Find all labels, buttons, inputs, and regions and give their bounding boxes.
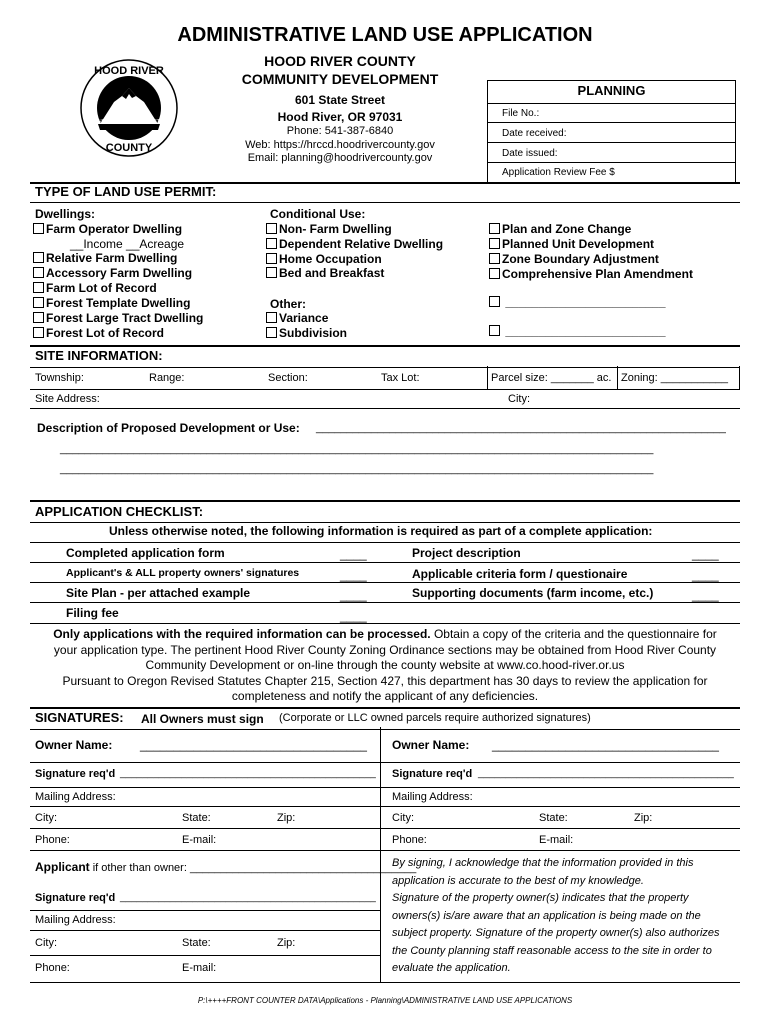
file-no-field[interactable]: File No.: bbox=[502, 108, 540, 119]
checklist-section-title: APPLICATION CHECKLIST: bbox=[35, 504, 204, 519]
owner-name-input-right[interactable]: __________________________________ bbox=[492, 738, 719, 752]
subdivision-checkbox[interactable]: Subdivision bbox=[266, 326, 347, 340]
checkbox-icon[interactable] bbox=[266, 327, 277, 338]
range-field[interactable]: Range: bbox=[149, 372, 185, 384]
farm-operator-checkbox[interactable]: Farm Operator Dwelling bbox=[33, 222, 182, 236]
state-right[interactable]: State: bbox=[539, 812, 568, 824]
checklist-blank[interactable]: ____ bbox=[692, 568, 719, 582]
checklist-blank[interactable]: ____ bbox=[340, 547, 367, 561]
state-left[interactable]: State: bbox=[182, 812, 211, 824]
checkbox-icon[interactable] bbox=[266, 267, 277, 278]
zip-left[interactable]: Zip: bbox=[277, 812, 296, 824]
checkbox-icon[interactable] bbox=[33, 252, 44, 263]
relative-farm-checkbox[interactable]: Relative Farm Dwelling bbox=[33, 251, 177, 265]
dependent-relative-checkbox[interactable]: Dependent Relative Dwelling bbox=[266, 237, 443, 251]
checklist-subtitle: Unless otherwise noted, the following information is required as part of a complete application: bbox=[109, 524, 653, 538]
checklist-item-form: Completed application form bbox=[66, 546, 225, 560]
comp-plan-checkbox[interactable]: Comprehensive Plan Amendment bbox=[489, 267, 693, 281]
accessory-farm-checkbox[interactable]: Accessory Farm Dwelling bbox=[33, 266, 192, 280]
phone-left[interactable]: Phone: bbox=[35, 834, 70, 846]
logo-top-text: HOOD RIVER bbox=[94, 65, 164, 77]
site-city-field[interactable]: City: bbox=[508, 393, 530, 405]
checklist-item-filing-fee: Filing fee bbox=[66, 606, 119, 620]
owner-name-label-left: Owner Name: bbox=[35, 738, 113, 752]
farm-lot-checkbox[interactable]: Farm Lot of Record bbox=[33, 281, 157, 295]
all-owners-text: All Owners must sign bbox=[141, 712, 264, 726]
applicant-city[interactable]: City: bbox=[35, 937, 57, 949]
zip-right[interactable]: Zip: bbox=[634, 812, 653, 824]
description-line-1[interactable]: ___________________________________________________________________ bbox=[316, 422, 726, 434]
checklist-item-signatures: Applicant's & ALL property owners' signatures bbox=[66, 567, 300, 579]
checklist-note: Only applications with the required information can be processed. Obtain a copy of the criteria and the questionnaire for your application type. The pertinent Hood River County Zoning Ordinance sections may be obtained from Hood River County Community Development or on-line through the county website at www.co.hood-river.or.us Pursuant to Oregon Revised Statutes Chapter 215, Section 427, this department has 30 days to review the application for completeness and notify the applicant of any deficiencies. bbox=[53, 627, 717, 703]
checklist-item-supporting: Supporting documents (farm income, etc.) bbox=[412, 586, 654, 600]
mailing-address-right[interactable]: Mailing Address: bbox=[392, 791, 473, 803]
email-right[interactable]: E-mail: bbox=[539, 834, 574, 846]
checkbox-icon[interactable] bbox=[266, 238, 277, 249]
corporate-note: (Corporate or LLC owned parcels require authorized signatures) bbox=[279, 712, 591, 724]
checkbox-icon[interactable] bbox=[33, 223, 44, 234]
site-address-field[interactable]: Site Address: bbox=[35, 393, 100, 405]
review-fee-field[interactable]: Application Review Fee $ bbox=[502, 167, 615, 178]
checkbox-icon[interactable] bbox=[489, 253, 500, 264]
footer-path: P:\++++FRONT COUNTER DATA\Applications - Planning\ADMINISTRATIVE LAND USE APPLICATIONS bbox=[197, 996, 573, 1005]
checkbox-icon[interactable] bbox=[489, 223, 500, 234]
mailing-address-left[interactable]: Mailing Address: bbox=[35, 791, 116, 803]
logo-bottom-text: COUNTY bbox=[105, 142, 153, 154]
dwellings-heading: Dwellings: bbox=[35, 207, 96, 221]
owner-name-label-right: Owner Name: bbox=[392, 738, 470, 752]
checklist-blank[interactable]: ____ bbox=[340, 568, 367, 582]
checkbox-icon[interactable] bbox=[33, 327, 44, 338]
plan-zone-checkbox[interactable]: Plan and Zone Change bbox=[489, 222, 631, 236]
department-name: COMMUNITY DEVELOPMENT bbox=[241, 71, 439, 87]
owner-name-input-left[interactable]: __________________________________ bbox=[140, 738, 367, 752]
signature-label-right: Signature req'd bbox=[392, 768, 473, 780]
page-title: ADMINISTRATIVE LAND USE APPLICATION bbox=[177, 24, 593, 46]
applicant-signature-label: Signature req'd bbox=[35, 892, 116, 904]
county-logo bbox=[78, 58, 180, 158]
checklist-item-project: Project description bbox=[412, 546, 521, 560]
checklist-item-site-plan: Site Plan - per attached example bbox=[66, 586, 251, 600]
planning-title: PLANNING bbox=[577, 83, 646, 98]
checklist-blank[interactable]: ____ bbox=[692, 588, 719, 602]
checkbox-icon[interactable] bbox=[33, 312, 44, 323]
income-acreage-text: __Income __Acreage bbox=[70, 237, 185, 251]
checkbox-icon[interactable] bbox=[33, 282, 44, 293]
forest-template-checkbox[interactable]: Forest Template Dwelling bbox=[33, 296, 190, 310]
permit-section-title: TYPE OF LAND USE PERMIT: bbox=[35, 184, 217, 199]
checkbox-icon[interactable] bbox=[33, 297, 44, 308]
email-left[interactable]: E-mail: bbox=[182, 834, 217, 846]
zone-boundary-checkbox[interactable]: Zone Boundary Adjustment bbox=[489, 252, 659, 266]
date-issued-field[interactable]: Date issued: bbox=[502, 148, 558, 159]
checklist-blank[interactable]: ____ bbox=[340, 588, 367, 602]
checkbox-icon[interactable] bbox=[489, 238, 500, 249]
checklist-item-criteria: Applicable criteria form / questionaire bbox=[412, 567, 628, 581]
logo-middle-text: FRUIT · RECREATION · INDUSTRY bbox=[92, 118, 166, 123]
tax-lot-field[interactable]: Tax Lot: bbox=[381, 372, 420, 384]
applicant-mailing-address[interactable]: Mailing Address: bbox=[35, 914, 116, 926]
email-text: Email: planning@hoodrivercounty.gov bbox=[247, 152, 433, 164]
conditional-use-heading: Conditional Use: bbox=[270, 207, 366, 221]
city-left[interactable]: City: bbox=[35, 812, 57, 824]
phone-text: Phone: 541-387-6840 bbox=[286, 125, 394, 137]
checkbox-icon[interactable] bbox=[266, 223, 277, 234]
acknowledgement-text: By signing, I acknowledge that the information provided in this application is accurate to the best of my knowledge. Signature of the property owner(s) indicates that the property owners(s) is/are aware that an application is being made on the subject property. Signature of the property owner(s) also authorizes the County planning staff reasonable access to the site in order to evaluate the application. bbox=[392, 857, 720, 974]
other-blank-checkbox-1[interactable]: ________________________ bbox=[489, 295, 666, 309]
signature-input-left[interactable]: ______________________________________________ bbox=[120, 768, 376, 779]
applicant-email[interactable]: E-mail: bbox=[182, 962, 217, 974]
forest-lot-checkbox[interactable]: Forest Lot of Record bbox=[33, 326, 164, 340]
bed-breakfast-checkbox[interactable]: Bed and Breakfast bbox=[266, 266, 384, 280]
non-farm-checkbox[interactable]: Non- Farm Dwelling bbox=[266, 222, 392, 236]
signature-label-left: Signature req'd bbox=[35, 768, 116, 780]
county-name: HOOD RIVER COUNTY bbox=[264, 53, 416, 69]
checkbox-icon[interactable] bbox=[489, 325, 500, 336]
applicant-zip[interactable]: Zip: bbox=[277, 937, 296, 949]
pud-checkbox[interactable]: Planned Unit Development bbox=[489, 237, 654, 251]
township-field[interactable]: Township: bbox=[35, 372, 84, 384]
zoning-field[interactable]: Zoning: ___________ bbox=[621, 372, 729, 384]
applicant-state[interactable]: State: bbox=[182, 937, 211, 949]
phone-right[interactable]: Phone: bbox=[392, 834, 427, 846]
site-section-title: SITE INFORMATION: bbox=[35, 348, 163, 363]
parcel-size-field[interactable]: Parcel size: _______ ac. bbox=[491, 372, 612, 384]
checkbox-icon[interactable] bbox=[489, 296, 500, 307]
description-line-3[interactable]: _________________________________________________________________________________________________ bbox=[60, 463, 654, 475]
address-street: 601 State Street bbox=[294, 93, 386, 107]
home-occupation-checkbox[interactable]: Home Occupation bbox=[266, 252, 382, 266]
signature-input-right[interactable]: ______________________________________________ bbox=[478, 768, 734, 779]
date-received-field[interactable]: Date received: bbox=[502, 128, 567, 139]
applicant-signature-input[interactable]: ______________________________________________ bbox=[120, 892, 376, 903]
checklist-blank[interactable]: ____ bbox=[340, 609, 367, 623]
forest-large-checkbox[interactable]: Forest Large Tract Dwelling bbox=[33, 311, 203, 325]
variance-checkbox[interactable]: Variance bbox=[266, 311, 328, 325]
section-field[interactable]: Section: bbox=[268, 372, 308, 384]
applicant-phone[interactable]: Phone: bbox=[35, 962, 70, 974]
checklist-blank[interactable]: ____ bbox=[692, 547, 719, 561]
description-line-2[interactable]: _________________________________________________________________________________________________ bbox=[60, 443, 654, 455]
checkbox-icon[interactable] bbox=[33, 267, 44, 278]
checkbox-icon[interactable] bbox=[266, 312, 277, 323]
web-text: Web: https://hrccd.hoodrivercounty.gov bbox=[245, 139, 435, 151]
other-blank-checkbox-2[interactable]: ________________________ bbox=[489, 324, 666, 338]
applicant-field[interactable]: Applicant if other than owner: _____________________________________ bbox=[35, 860, 417, 874]
checkbox-icon[interactable] bbox=[489, 268, 500, 279]
checkbox-icon[interactable] bbox=[266, 253, 277, 264]
other-heading: Other: bbox=[270, 297, 306, 311]
description-label: Description of Proposed Development or Use: bbox=[37, 421, 300, 435]
signatures-section-title: SIGNATURES: bbox=[35, 710, 124, 725]
city-right[interactable]: City: bbox=[392, 812, 414, 824]
address-city: Hood River, OR 97031 bbox=[277, 110, 403, 124]
